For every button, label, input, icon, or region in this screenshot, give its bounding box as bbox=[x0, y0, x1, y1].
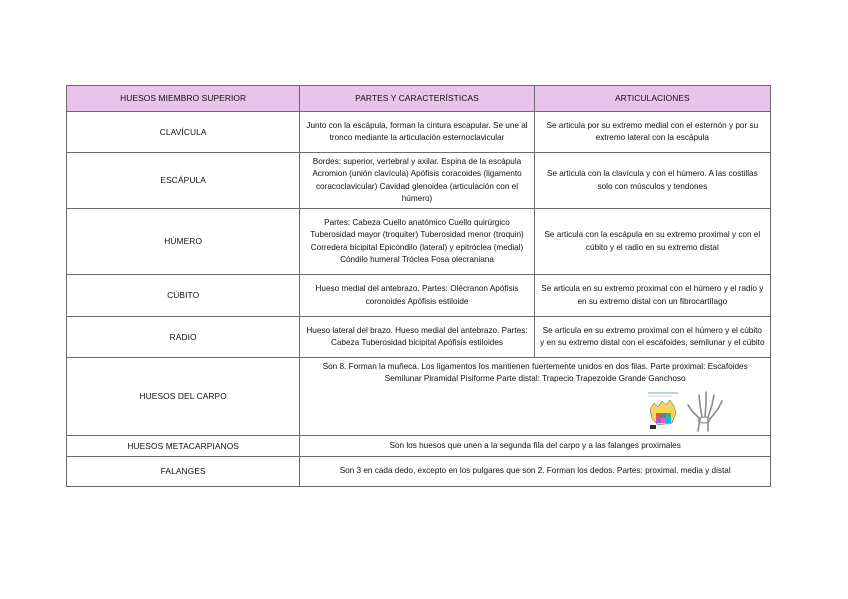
bone-parts: Hueso lateral del brazo. Hueso medial del antebrazo. Partes: Cabeza Tuberosidad bicipital Apófisis estiloides bbox=[300, 317, 534, 358]
table-row bbox=[67, 112, 771, 153]
bone-parts: Junto con la escápula, forman la cintura escapular. Se une al tronco mediante la articulación esternoclavicular bbox=[300, 112, 534, 153]
table-row bbox=[67, 209, 771, 275]
table-row-carpo bbox=[67, 358, 771, 436]
hand-bones-illustration bbox=[642, 389, 734, 433]
bones-table bbox=[66, 85, 771, 487]
bone-name: CÚBITO bbox=[67, 275, 300, 317]
bone-joints: Se articula en su extremo proximal con el húmero y el radio y en su extremo distal con un fibrocartílago bbox=[534, 275, 770, 317]
bone-name: ESCÁPULA bbox=[67, 153, 300, 209]
table-row bbox=[67, 153, 771, 209]
header-row bbox=[67, 86, 771, 112]
header-parts: PARTES Y CARACTERÍSTICAS bbox=[300, 86, 534, 112]
skeletal-hand bbox=[688, 392, 722, 431]
bone-parts: Hueso medial del antebrazo. Partes: Olécranon Apófisis coronoides Apófisis estiloide bbox=[300, 275, 534, 317]
header-joints: ARTICULACIONES bbox=[534, 86, 770, 112]
colored-carpal-diagram bbox=[644, 391, 684, 431]
bone-parts: Bordes: superior, vertebral y axilar. Espina de la escápula Acromion (unión clavícula) Apófisis coracoides (ligamento coracoclavicular) Cavidad glenoidea (articulación con el húmero) bbox=[300, 153, 534, 209]
bone-name: HUESOS METACARPIANOS bbox=[67, 436, 300, 457]
bone-joints: Se articula en su extremo proximal con el húmero y el cúbito y en su extremo distal con el escafoides, semilunar y el cúbito bbox=[534, 317, 770, 358]
bone-name: RADIO bbox=[67, 317, 300, 358]
bone-joints: Se articula con la clavícula y con el húmero. A las costillas solo con músculos y tendones bbox=[534, 153, 770, 209]
carpo-description: Son 8. Forman la muñeca. Los ligamentos los mantienen fuertemente unidos en dos filas. Parte proximal: Escafoides Semilunar Piramidal Pisiforme Parte distal: Trapecio Trapezoide Grande Ganchoso bbox=[322, 362, 748, 384]
bone-joints: Se articula por su extremo medial con el esternón y por su extremo lateral con la escápula bbox=[534, 112, 770, 153]
carpo-description-cell bbox=[300, 358, 771, 436]
bone-name: HÚMERO bbox=[67, 209, 300, 275]
bone-name: CLAVÍCULA bbox=[67, 112, 300, 153]
bone-parts: Partes: Cabeza Cuello anatómico Cuello quirúrgico Tuberosidad mayor (troquiter) Tuberosidad menor (troquin) Corredera bicipital Epicóndilo (lateral) y epitróclea (medial) Cóndilo humeral Tróclea Fosa olecraniana bbox=[300, 209, 534, 275]
table-row bbox=[67, 436, 771, 457]
bone-description: Son los huesos que unen a la segunda fila del carpo y a las falanges proximales bbox=[300, 436, 771, 457]
table-row bbox=[67, 275, 771, 317]
bone-description: Son 3 en cada dedo, excepto en los pulgares que son 2. Forman los dedos. Partes: proximal, media y distal bbox=[300, 457, 771, 487]
header-bones: HUESOS MIEMBRO SUPERIOR bbox=[67, 86, 300, 112]
bone-name: FALANGES bbox=[67, 457, 300, 487]
bone-name: HUESOS DEL CARPO bbox=[67, 358, 300, 436]
table-row bbox=[67, 317, 771, 358]
bone-joints: Se articula con la escápula en su extremo proximal y con el cúbito y el radio en su extremo distal bbox=[534, 209, 770, 275]
table-row bbox=[67, 457, 771, 487]
